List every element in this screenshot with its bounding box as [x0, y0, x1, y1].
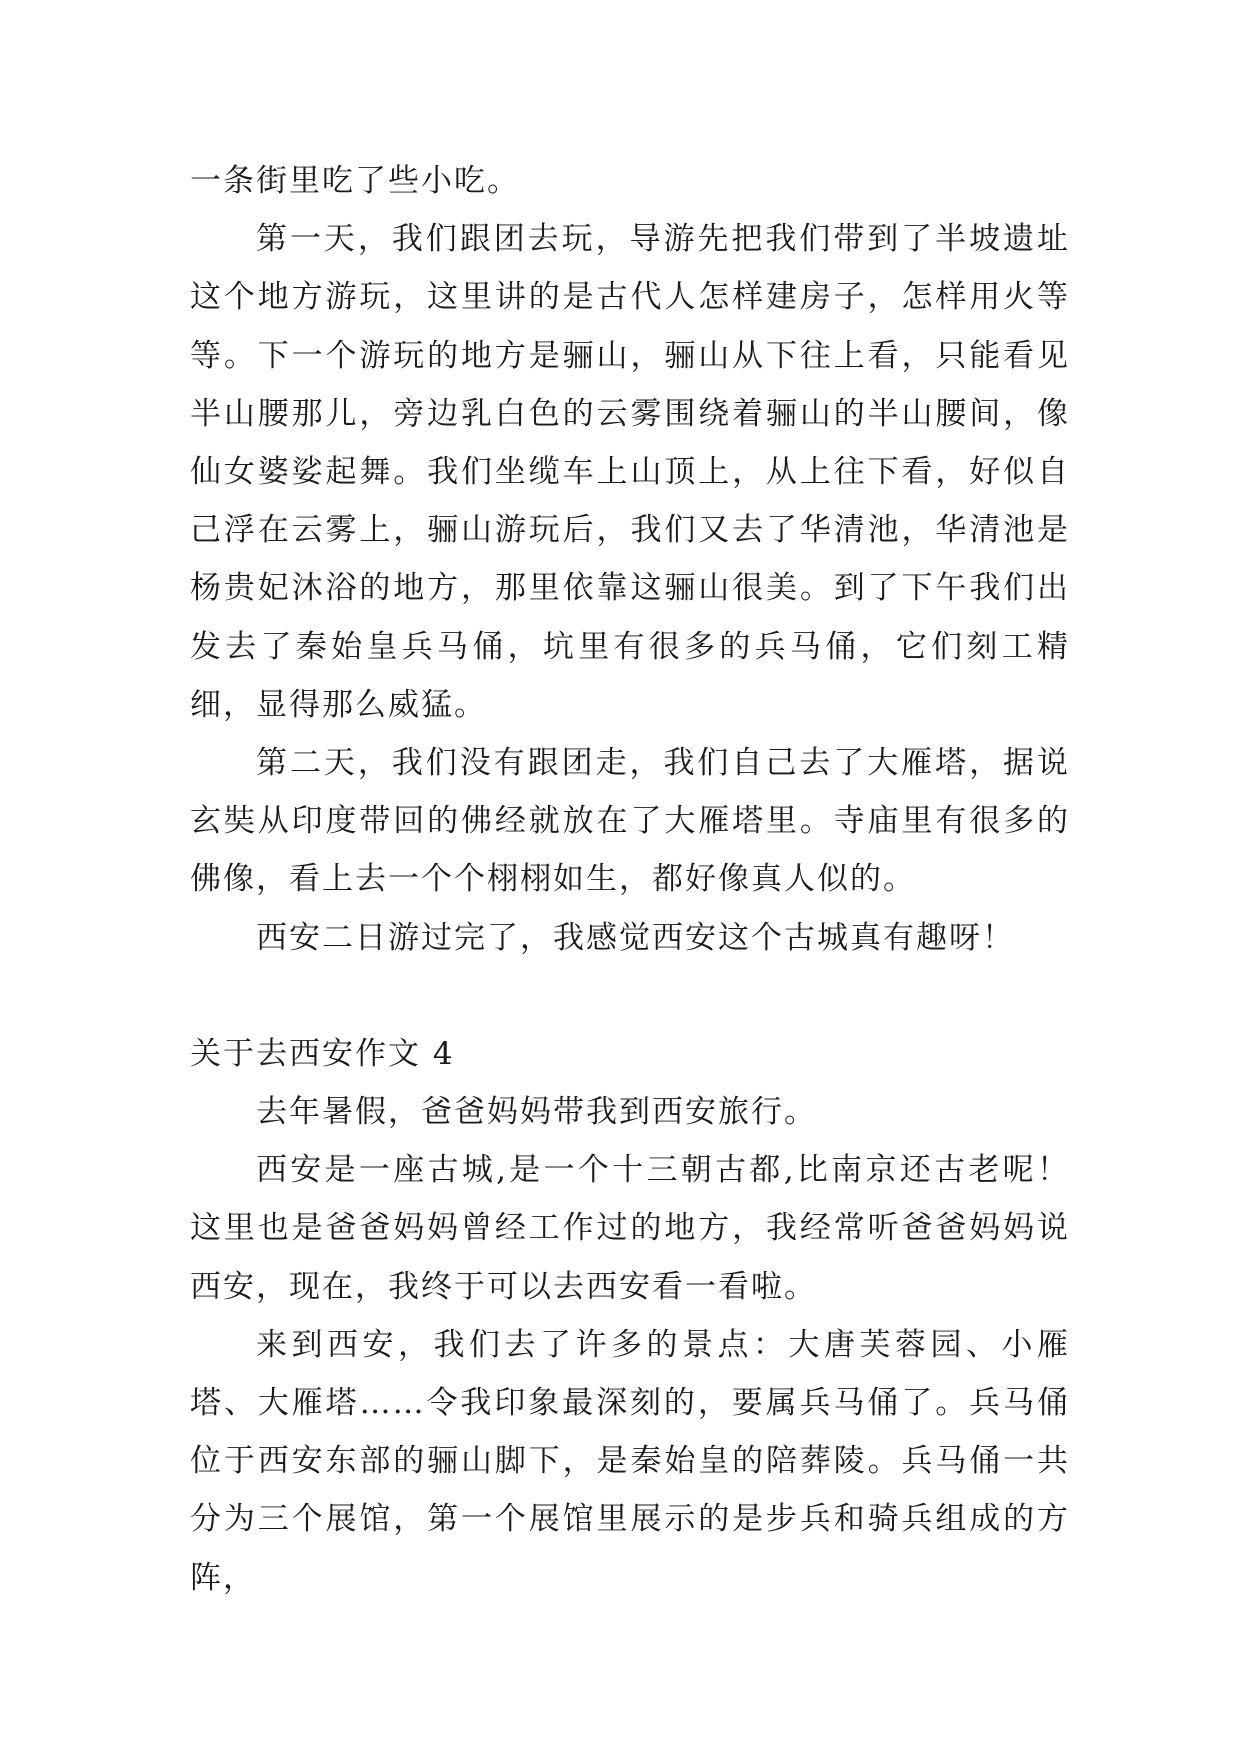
- paragraph-ancient-city: 西安是一座古城,是一个十三朝古都,比南京还古老呢！这里也是爸爸妈妈曾经工作过的地方，我经常听爸爸妈妈说西安，现在，我终于可以去西安看一看啦。: [190, 1152, 1070, 1305]
- essay-heading: 关于去西安作文 4: [190, 1035, 455, 1072]
- paragraph-attractions: 来到西安，我们去了许多的景点：大唐芙蓉园、小雁塔、大雁塔……令我印象最深刻的，要属兵马俑了。兵马俑位于西安东部的骊山脚下，是秦始皇的陪葬陵。兵马俑一共分为三个展馆，第一个展馆里展示的是步兵和骑兵组成的方阵，: [190, 1326, 1070, 1596]
- paragraph-conclusion: 西安二日游过完了，我感觉西安这个古城真有趣呀！: [256, 919, 1015, 956]
- paragraph-day-one: 第一天，我们跟团去玩，导游先把我们带到了半坡遗址这个地方游玩，这里讲的是古代人怎样建房子，怎样用火等等。下一个游玩的地方是骊山，骊山从下往上看，只能看见半山腰那儿，旁边乳白色的云雾围绕着骊山的半山腰间，像仙女婆娑起舞。我们坐缆车上山顶上，从上往下看，好似自己浮在云雾上，骊山游玩后，我们又去了华清池，华清池是杨贵妃沐浴的地方，那里依靠这骊山很美。到了下午我们出发去了秦始皇兵马俑，坑里有很多的兵马俑，它们刻工精细，显得那么威猛。: [190, 221, 1070, 723]
- paragraph-day-two: 第二天，我们没有跟团走，我们自己去了大雁塔，据说玄奘从印度带回的佛经就放在了大雁塔里。寺庙里有很多的佛像，看上去一个个栩栩如生，都好像真人似的。: [190, 745, 1070, 898]
- paragraph-continued: 一条街里吃了些小吃。: [190, 163, 520, 199]
- document-body: [190, 152, 1070, 1607]
- paragraph-intro: 去年暑假，爸爸妈妈带我到西安旅行。: [256, 1094, 817, 1131]
